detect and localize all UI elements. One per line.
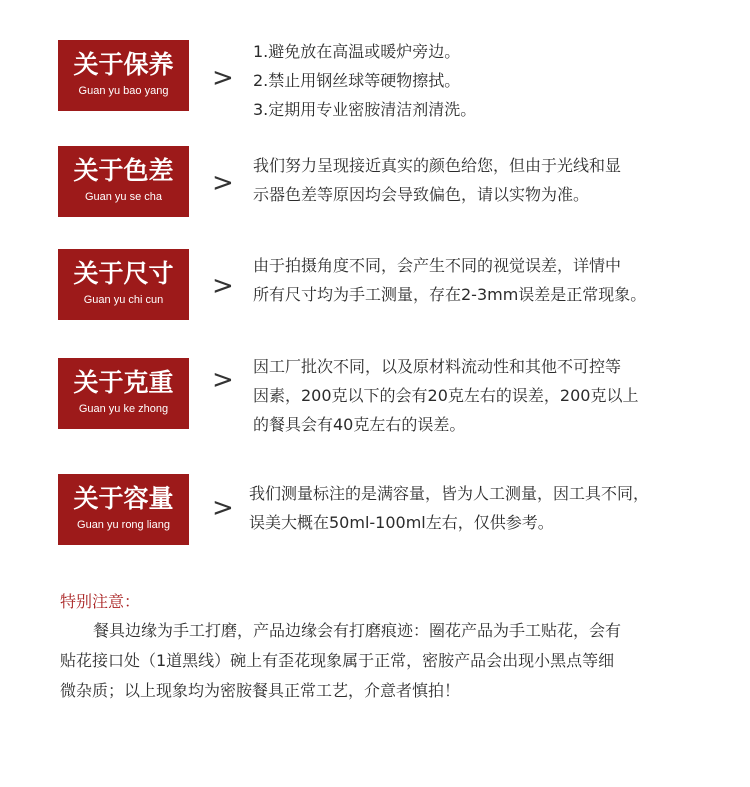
- section-text: [253, 37, 703, 124]
- arrow-icon: >: [212, 271, 234, 301]
- badge-size: [58, 249, 189, 320]
- note-line: 贴花接口处（1道黑线）碗上有歪花现象属于正常，密胺产品会出现小黑点等细: [60, 651, 615, 670]
- text-line: 的餐具会有40克左右的误差。: [253, 415, 466, 434]
- special-note: [60, 588, 700, 706]
- note-title: 特别注意：: [60, 592, 141, 611]
- text-line: 3.定期用专业密胺清洁剂清洗。: [253, 100, 477, 119]
- badge-weight: [58, 358, 189, 429]
- arrow-icon: >: [212, 493, 234, 523]
- arrow-icon: >: [212, 63, 234, 93]
- section-text: [253, 251, 703, 309]
- text-line: 误美大概在50ml-100ml左右，仅供参考。: [249, 513, 554, 532]
- badge-subtitle: Guan yu chi cun: [83, 294, 164, 306]
- badge-subtitle: Guan yu se cha: [84, 191, 163, 203]
- text-line: 因工厂批次不同，以及原材料流动性和其他不可控等: [253, 357, 622, 376]
- arrow-icon: >: [212, 168, 234, 198]
- badge-title: 关于克重: [73, 368, 174, 397]
- badge-title: 关于保养: [73, 50, 174, 79]
- badge-title: 关于容量: [73, 484, 174, 513]
- section-text: [249, 479, 699, 537]
- badge-subtitle: Guan yu rong liang: [77, 519, 170, 531]
- note-line: 餐具边缘为手工打磨，产品边缘会有打磨痕迹：圈花产品为手工贴花，会有: [93, 621, 622, 640]
- text-line: 所有尺寸均为手工测量，存在2-3mm误差是正常现象。: [253, 285, 647, 304]
- text-line: 因素，200克以下的会有20克左右的误差，200克以上: [253, 386, 639, 405]
- arrow-icon: >: [212, 365, 234, 395]
- badge-subtitle: Guan yu bao yang: [78, 85, 169, 97]
- section-text: [253, 151, 703, 209]
- text-line: 我们测量标注的是满容量，皆为人工测量，因工具不同，: [249, 484, 650, 503]
- text-line: 2.禁止用钢丝球等硬物擦拭。: [253, 71, 461, 90]
- badge-title: 关于色差: [73, 156, 174, 185]
- note-line: 微杂质；以上现象均为密胺餐具正常工艺，介意者慎拍！: [60, 681, 461, 700]
- badge-subtitle: Guan yu ke zhong: [78, 403, 169, 415]
- text-line: 1.避免放在高温或暖炉旁边。: [253, 42, 461, 61]
- badge-color-difference: [58, 146, 189, 217]
- text-line: 我们努力呈现接近真实的颜色给您，但由于光线和显: [253, 156, 622, 175]
- section-text: [253, 352, 703, 439]
- badge-maintenance: [58, 40, 189, 111]
- text-line: 示器色差等原因均会导致偏色，请以实物为准。: [253, 185, 590, 204]
- text-line: 由于拍摄角度不同，会产生不同的视觉误差，详情中: [253, 256, 622, 275]
- badge-title: 关于尺寸: [73, 259, 174, 288]
- badge-capacity: [58, 474, 189, 545]
